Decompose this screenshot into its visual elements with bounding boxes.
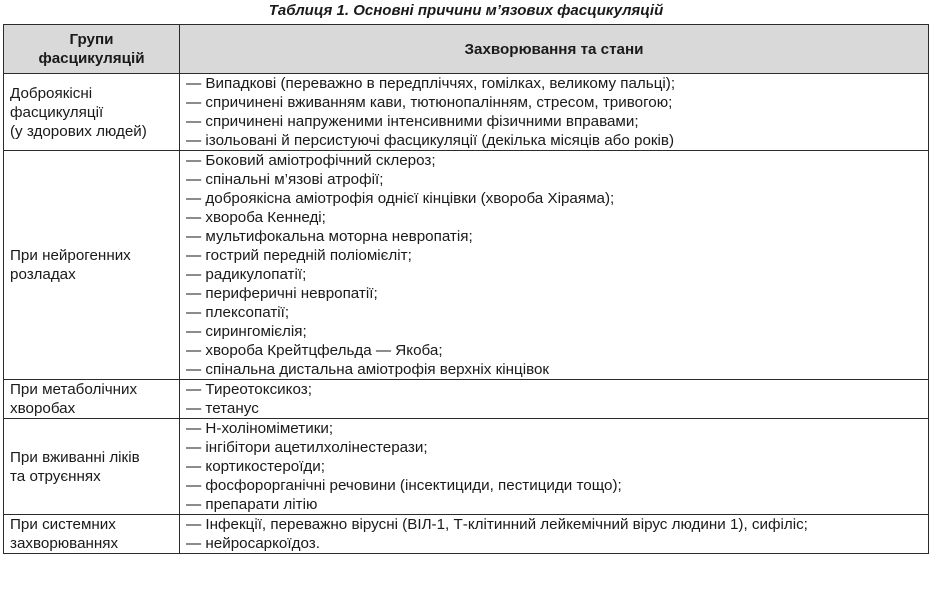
- condition-item: — нейросаркоїдоз.: [186, 534, 922, 553]
- group-label-line: захворюваннях: [10, 535, 119, 552]
- condition-item: — спричинені вживанням кави, тютюнопалінням, стресом, тривогою;: [186, 93, 922, 112]
- condition-item: — спінальні м’язові атрофії;: [186, 170, 922, 189]
- condition-item: — спричинені напруженими інтенсивними фізичними вправами;: [186, 112, 922, 131]
- table-row: [4, 515, 929, 554]
- group-label-line: При системних: [10, 516, 116, 533]
- header-conditions: Захворювання та стани: [180, 25, 929, 74]
- group-label-line: хворобах: [10, 400, 76, 417]
- table-row: [4, 380, 929, 419]
- condition-item: — мультифокальна моторна невропатія;: [186, 227, 922, 246]
- group-label-line: (у здорових людей): [10, 122, 147, 140]
- condition-item: — сирингомієлія;: [186, 322, 922, 341]
- condition-item: — Боковий аміотрофічний склероз;: [186, 151, 922, 170]
- group-cell: [4, 419, 180, 515]
- condition-item: — тетанус: [186, 399, 922, 418]
- table-row: [4, 74, 929, 151]
- header-row: [4, 25, 929, 74]
- group-label-line: Доброякісні: [10, 84, 93, 102]
- group-label-line: При метаболічних: [10, 381, 138, 398]
- table-row: [4, 151, 929, 380]
- condition-item: — гострий передній поліомієліт;: [186, 246, 922, 265]
- conditions-cell: [180, 515, 929, 554]
- conditions-cell: [180, 419, 929, 515]
- condition-item: — фосфорорганічні речовини (інсектициди, пестициди тощо);: [186, 476, 922, 495]
- group-cell: [4, 380, 180, 419]
- condition-item: — периферичні невропатії;: [186, 284, 922, 303]
- group-label-line: При вживанні ліків: [10, 448, 140, 466]
- condition-item: — радикулопатії;: [186, 265, 922, 284]
- condition-item: — Тиреотоксикоз;: [186, 380, 922, 399]
- condition-item: — хвороба Крейтцфельда — Якоба;: [186, 341, 922, 360]
- group-label-line: При нейрогенних: [10, 247, 131, 264]
- header-groups-line1: Групи: [69, 31, 114, 48]
- causes-table: [3, 24, 929, 554]
- group-label-line: фасцикуляції: [10, 103, 104, 121]
- condition-item: — хвороба Кеннеді;: [186, 208, 922, 227]
- group-cell: [4, 515, 180, 554]
- group-label-line: та отруєннях: [10, 467, 101, 485]
- condition-item: — Інфекції, переважно вірусні (ВІЛ-1, Т-клітинний лейкемічний вірус людини 1), сифіліс;: [186, 515, 922, 534]
- condition-item: — Випадкові (переважно в передпліччях, гомілках, великому пальці);: [186, 74, 922, 93]
- header-groups: [4, 25, 180, 74]
- condition-item: — препарати літію: [186, 495, 922, 514]
- conditions-cell: [180, 151, 929, 380]
- group-cell: [4, 74, 180, 151]
- conditions-cell: [180, 74, 929, 151]
- condition-item: — спінальна дистальна аміотрофія верхніх кінцівок: [186, 360, 922, 379]
- table-caption: Таблиця 1. Основні причини м’язових фасцикуляцій: [268, 2, 664, 19]
- condition-item: — кортикостероїди;: [186, 457, 922, 476]
- group-label-line: розладах: [10, 266, 76, 283]
- header-groups-line2: фасцикуляцій: [38, 50, 145, 67]
- condition-item: — інгібітори ацетилхолінестерази;: [186, 438, 922, 457]
- conditions-cell: [180, 380, 929, 419]
- table-row: [4, 419, 929, 515]
- condition-item: — доброякісна аміотрофія однієї кінцівки (хвороба Хіраяма);: [186, 189, 922, 208]
- condition-item: — Н-холіноміметики;: [186, 419, 922, 438]
- group-cell: [4, 151, 180, 380]
- condition-item: — ізольовані й персистуючі фасцикуляції (декілька місяців або років): [186, 131, 922, 150]
- condition-item: — плексопатії;: [186, 303, 922, 322]
